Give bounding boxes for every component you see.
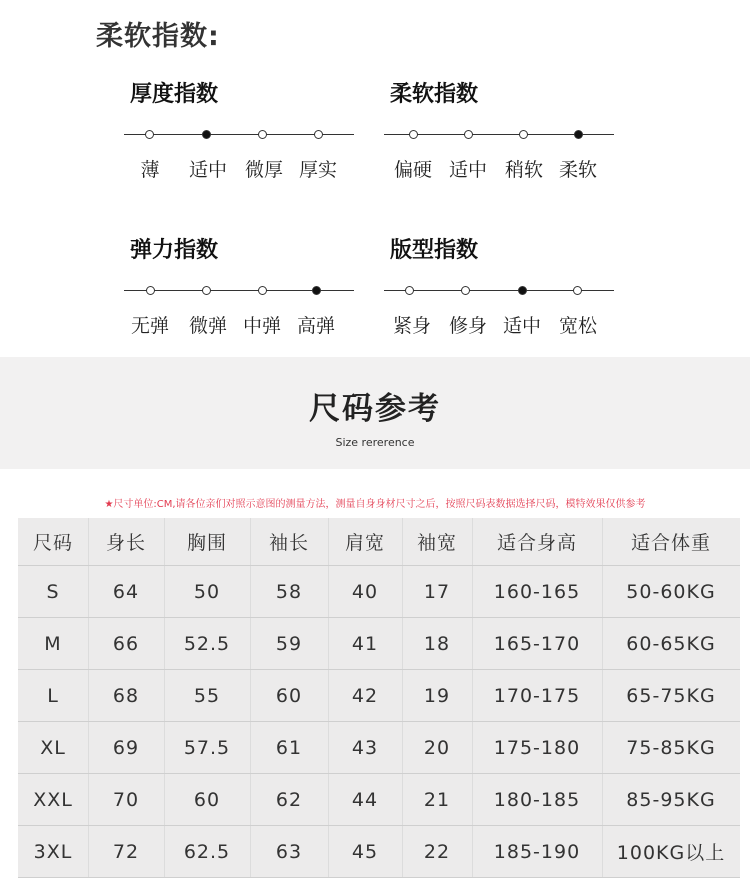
table-column-divider <box>164 618 165 669</box>
table-cell: 41 <box>351 632 379 655</box>
table-cell: 180-185 <box>493 788 581 811</box>
table-cell: 18 <box>423 632 451 655</box>
table-column-divider <box>328 618 329 669</box>
table-column-divider <box>88 774 89 825</box>
table-column-divider <box>328 566 329 617</box>
table-cell: 50 <box>193 580 221 603</box>
table-cell: 70 <box>112 788 140 811</box>
index-label: 高弹 <box>296 315 336 337</box>
table-column-divider <box>402 670 403 721</box>
table-cell: 50-60KG <box>626 580 716 603</box>
table-row <box>18 826 740 878</box>
table-column-divider <box>472 566 473 617</box>
table-column-divider <box>402 774 403 825</box>
table-cell: 55 <box>193 684 221 707</box>
table-cell: 43 <box>351 736 379 759</box>
table-column-divider <box>88 670 89 721</box>
table-row <box>18 722 740 774</box>
table-header-cell: 尺码 <box>32 532 73 554</box>
table-cell: 19 <box>423 684 451 707</box>
table-cell: 45 <box>351 840 379 863</box>
index-title: 弹力指数 <box>130 238 219 263</box>
table-column-divider <box>250 566 251 617</box>
table-cell: 22 <box>423 840 451 863</box>
index-block-3 <box>124 233 354 343</box>
index-block-4 <box>384 233 614 343</box>
table-column-divider <box>402 618 403 669</box>
table-header-cell: 适合身高 <box>496 532 577 554</box>
table-column-divider <box>164 826 165 877</box>
index-block-1 <box>124 77 354 187</box>
table-column-divider <box>328 722 329 773</box>
table-column-divider <box>472 518 473 565</box>
table-cell: 62 <box>275 788 303 811</box>
table-cell: XXL <box>33 788 73 811</box>
table-column-divider <box>250 826 251 877</box>
index-label: 适中 <box>448 159 488 181</box>
table-cell: 62.5 <box>183 840 231 863</box>
table-cell: 69 <box>112 736 140 759</box>
table-cell: 60-65KG <box>626 632 716 655</box>
table-cell: 72 <box>112 840 140 863</box>
index-dot <box>258 130 267 139</box>
index-label: 稍软 <box>504 159 544 181</box>
measurement-note: ★尺寸单位:CM,请各位亲们对照示意图的测量方法，测量自身身材尺寸之后，按照尺码表数据选择尺码，模特效果仅供参考 <box>104 499 646 510</box>
index-dot-selected <box>202 130 211 139</box>
table-column-divider <box>88 566 89 617</box>
index-label: 薄 <box>140 159 160 181</box>
table-column-divider <box>164 722 165 773</box>
table-cell: 63 <box>275 840 303 863</box>
index-dot <box>258 286 267 295</box>
table-column-divider <box>472 774 473 825</box>
index-label: 柔软 <box>558 159 598 181</box>
table-cell: 20 <box>423 736 451 759</box>
index-title: 柔软指数 <box>390 82 479 107</box>
table-cell: 68 <box>112 684 140 707</box>
table-cell: M <box>44 632 62 655</box>
table-cell: 3XL <box>33 840 73 863</box>
table-cell: S <box>46 580 60 603</box>
index-label: 微厚 <box>244 159 284 181</box>
table-cell: 61 <box>275 736 303 759</box>
index-block-2 <box>384 77 614 187</box>
table-column-divider <box>328 774 329 825</box>
table-column-divider <box>602 566 603 617</box>
table-cell: 59 <box>275 632 303 655</box>
index-label: 宽松 <box>558 315 598 337</box>
size-reference-subtitle: Size rererence <box>335 436 415 449</box>
table-column-divider <box>602 518 603 565</box>
table-column-divider <box>88 722 89 773</box>
index-dot-selected <box>574 130 583 139</box>
table-column-divider <box>402 518 403 565</box>
table-header-cell: 袖长 <box>268 532 309 554</box>
table-header-cell: 袖宽 <box>416 532 457 554</box>
table-header-cell: 胸围 <box>186 532 227 554</box>
table-column-divider <box>88 618 89 669</box>
table-cell: 185-190 <box>493 840 581 863</box>
table-cell: 42 <box>351 684 379 707</box>
table-cell: 40 <box>351 580 379 603</box>
table-column-divider <box>328 518 329 565</box>
table-column-divider <box>88 518 89 565</box>
table-cell: 160-165 <box>493 580 581 603</box>
table-cell: 65-75KG <box>626 684 716 707</box>
index-label: 修身 <box>448 315 488 337</box>
table-cell: 60 <box>275 684 303 707</box>
table-column-divider <box>402 826 403 877</box>
index-label: 中弹 <box>242 315 282 337</box>
index-label: 微弹 <box>188 315 228 337</box>
table-column-divider <box>164 670 165 721</box>
table-column-divider <box>602 826 603 877</box>
table-cell: 100KG以上 <box>616 842 726 864</box>
index-dot <box>146 286 155 295</box>
index-dot-selected <box>518 286 527 295</box>
table-column-divider <box>472 618 473 669</box>
index-label: 紧身 <box>392 315 432 337</box>
table-column-divider <box>472 722 473 773</box>
table-column-divider <box>250 618 251 669</box>
table-column-divider <box>402 722 403 773</box>
main-title: 柔软指数: <box>96 21 220 52</box>
table-column-divider <box>328 826 329 877</box>
table-column-divider <box>602 774 603 825</box>
table-cell: 66 <box>112 632 140 655</box>
table-column-divider <box>472 670 473 721</box>
table-column-divider <box>250 518 251 565</box>
table-column-divider <box>250 774 251 825</box>
table-cell: L <box>47 684 59 707</box>
index-dot <box>461 286 470 295</box>
index-dot <box>519 130 528 139</box>
size-reference-title: 尺码参考 <box>309 391 441 427</box>
table-cell: 58 <box>275 580 303 603</box>
table-header-cell: 肩宽 <box>344 532 385 554</box>
table-column-divider <box>164 566 165 617</box>
index-label: 适中 <box>188 159 228 181</box>
table-row <box>18 618 740 670</box>
table-column-divider <box>250 670 251 721</box>
table-row <box>18 774 740 826</box>
index-dot <box>202 286 211 295</box>
index-dot-selected <box>312 286 321 295</box>
table-cell: 75-85KG <box>626 736 716 759</box>
index-dot <box>409 130 418 139</box>
table-column-divider <box>328 670 329 721</box>
table-cell: 170-175 <box>493 684 581 707</box>
table-column-divider <box>250 722 251 773</box>
table-column-divider <box>602 722 603 773</box>
size-reference-header <box>0 357 750 469</box>
table-row <box>18 670 740 722</box>
table-column-divider <box>88 826 89 877</box>
index-label: 厚实 <box>298 159 338 181</box>
table-header-cell: 身长 <box>105 532 146 554</box>
table-header-row <box>18 518 740 566</box>
size-table <box>18 518 740 878</box>
table-cell: 17 <box>423 580 451 603</box>
table-column-divider <box>402 566 403 617</box>
index-dot <box>573 286 582 295</box>
table-cell: 175-180 <box>493 736 581 759</box>
table-cell: 64 <box>112 580 140 603</box>
index-label: 无弹 <box>130 315 170 337</box>
index-title: 版型指数 <box>390 238 479 263</box>
table-column-divider <box>472 826 473 877</box>
index-dot <box>314 130 323 139</box>
table-column-divider <box>602 670 603 721</box>
table-cell: 85-95KG <box>626 788 716 811</box>
table-row <box>18 566 740 618</box>
table-cell: 21 <box>423 788 451 811</box>
index-label: 偏硬 <box>393 159 433 181</box>
table-cell: 60 <box>193 788 221 811</box>
table-column-divider <box>164 518 165 565</box>
table-cell: 165-170 <box>493 632 581 655</box>
index-dot <box>145 130 154 139</box>
table-cell: XL <box>40 736 66 759</box>
table-header-cell: 适合体重 <box>630 532 711 554</box>
index-label: 适中 <box>502 315 542 337</box>
table-cell: 57.5 <box>183 736 231 759</box>
index-dot <box>464 130 473 139</box>
table-cell: 44 <box>351 788 379 811</box>
table-column-divider <box>602 618 603 669</box>
table-column-divider <box>164 774 165 825</box>
index-dot <box>405 286 414 295</box>
index-title: 厚度指数 <box>130 82 219 107</box>
table-cell: 52.5 <box>183 632 231 655</box>
